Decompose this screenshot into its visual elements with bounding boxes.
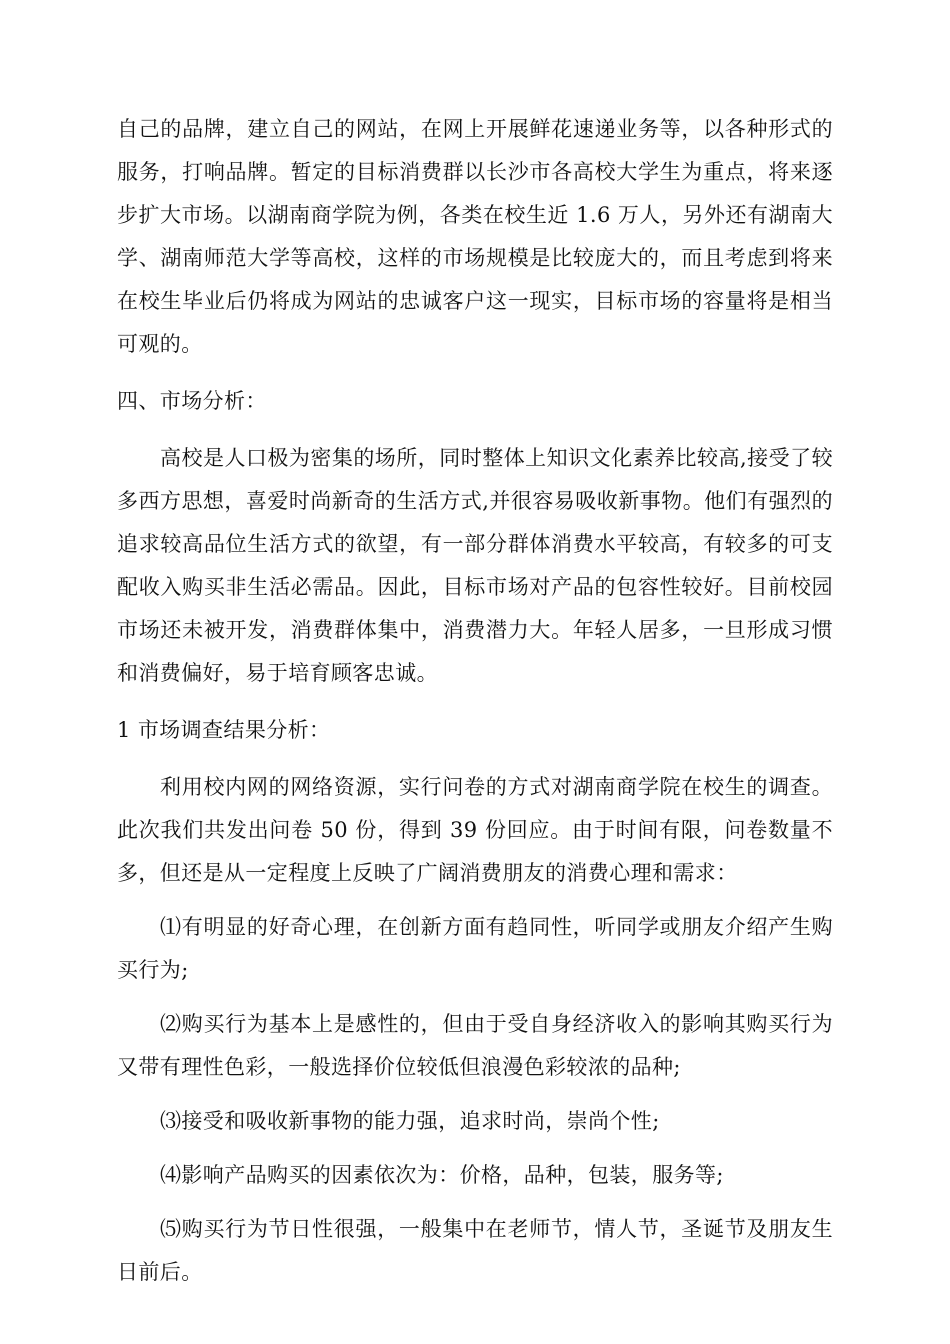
document-body — [117, 108, 833, 1294]
paragraph-campus-market: 高校是人口极为密集的场所，同时整体上知识文化素养比较高,接受了较多西方思想，喜爱时尚新奇的生活方式,并很容易吸收新事物。他们有强烈的追求较高品位生活方式的欲望，有一部分群体消费水平较高，有较多的可支配收入购买非生活必需品。因此，目标市场对产品的包容性较好。目前校园市场还未被开发，消费群体集中，消费潜力大。年轻人居多，一旦形成习惯和消费偏好，易于培育顾客忠诚。 — [117, 446, 833, 685]
list-item-finding-1: ⑴有明显的好奇心理，在创新方面有趋同性，听同学或朋友介绍产生购买行为; — [117, 915, 833, 982]
list-item-finding-4: ⑷影响产品购买的因素依次为：价格，品种，包装，服务等; — [160, 1163, 724, 1187]
paragraph-survey-method: 利用校内网的网络资源，实行问卷的方式对湖南商学院在校生的调查。此次我们共发出问卷 50 份，得到 39 份回应。由于时间有限，问卷数量不多，但还是从一定程度上反映了广阔消费朋友的消费心理和需求： — [117, 775, 833, 885]
subsection-heading-survey-results: 1 市场调查结果分析： — [117, 718, 331, 742]
list-item-finding-5: ⑸购买行为节日性很强，一般集中在老师节，情人节，圣诞节及朋友生日前后。 — [117, 1217, 833, 1284]
paragraph-target-market: 自己的品牌，建立自己的网站，在网上开展鲜花速递业务等，以各种形式的服务，打响品牌。暂定的目标消费群以长沙市各高校大学生为重点，将来逐步扩大市场。以湖南商学院为例，各类在校生近 1.6 万人，另外还有湖南大学、湖南师范大学等高校，这样的市场规模是比较庞大的，而且考虑到将来在校生毕业后仍将成为网站的忠诚客户这一现实，目标市场的容量将是相当可观的。 — [117, 117, 833, 356]
list-item-finding-3: ⑶接受和吸收新事物的能力强，追求时尚，崇尚个性; — [160, 1109, 660, 1133]
list-item-finding-2: ⑵购买行为基本上是感性的，但由于受自身经济收入的影响其购买行为又带有理性色彩，一般选择价位较低但浪漫色彩较浓的品种; — [117, 1012, 833, 1079]
section-heading-market-analysis: 四、市场分析： — [117, 389, 267, 413]
